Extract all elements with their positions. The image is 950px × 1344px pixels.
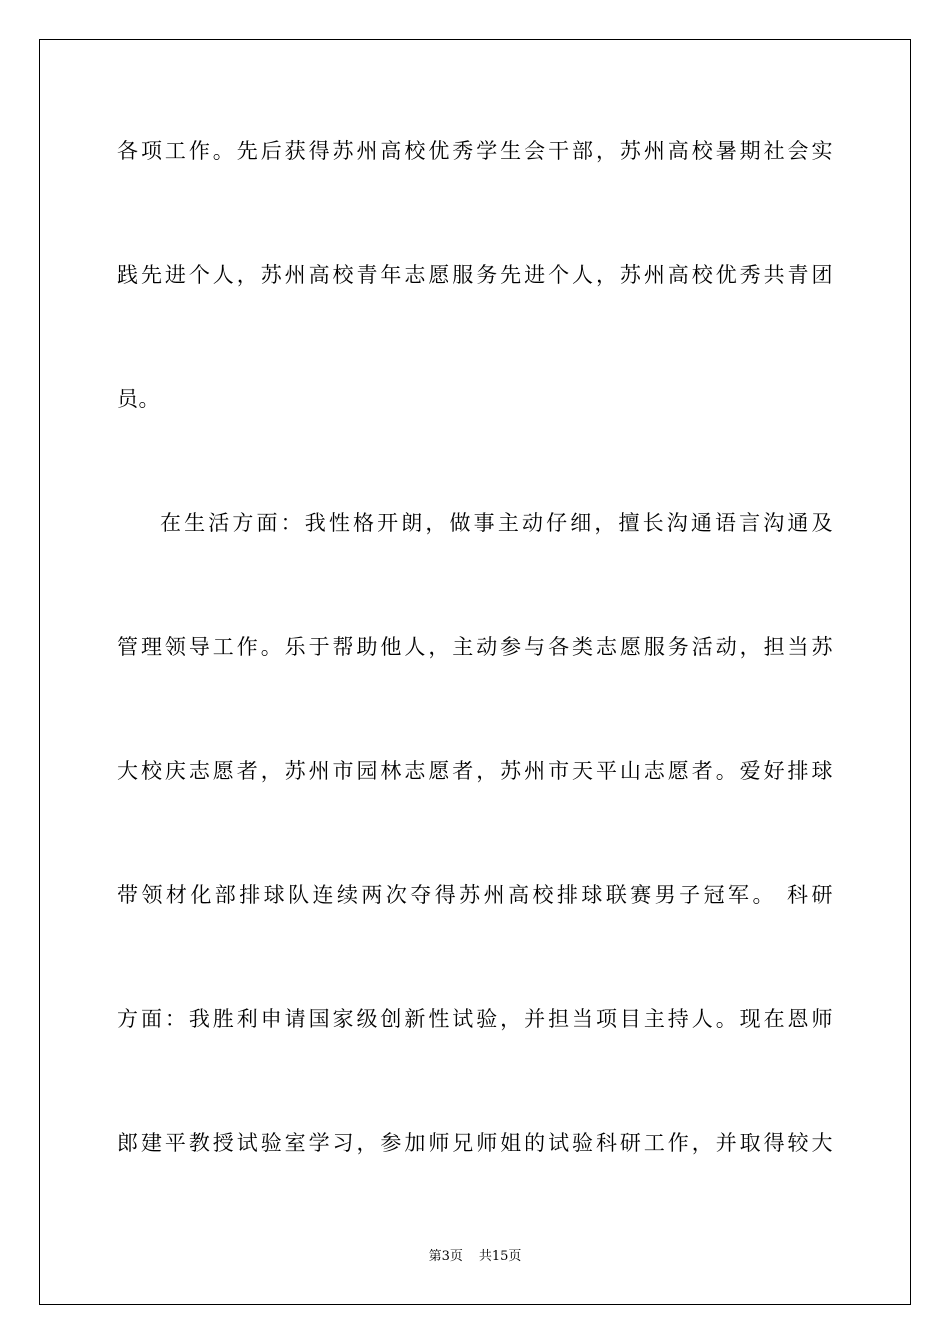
page-total: 共15页 xyxy=(478,1249,522,1264)
page-footer xyxy=(0,1248,950,1266)
body-text-line-1: 各项工作。先后获得苏州高校优秀学生会干部，苏州高校暑期社会实 xyxy=(117,139,833,163)
body-text-line-7: 带领材化部排球队连续两次夺得苏州高校排球联赛男子冠军。 科研 xyxy=(117,883,833,907)
body-text-line-3: 员。 xyxy=(117,387,160,411)
body-text-line-9: 郎建平教授试验室学习，参加师兄师姐的试验科研工作，并取得较大 xyxy=(117,1131,833,1155)
page-border xyxy=(39,39,911,1305)
body-text-line-8: 方面：我胜利申请国家级创新性试验，并担当项目主持人。现在恩师 xyxy=(117,1007,833,1031)
body-text-line-2: 践先进个人，苏州高校青年志愿服务先进个人，苏州高校优秀共青团 xyxy=(117,263,833,287)
page-number: 第3页 xyxy=(428,1249,463,1264)
body-text-line-4: 在生活方面：我性格开朗，做事主动仔细，擅长沟通语言沟通及 xyxy=(160,511,833,535)
body-text-line-6: 大校庆志愿者，苏州市园林志愿者，苏州市天平山志愿者。爱好排球 xyxy=(117,759,833,783)
body-text-line-5: 管理领导工作。乐于帮助他人，主动参与各类志愿服务活动，担当苏 xyxy=(117,635,833,659)
